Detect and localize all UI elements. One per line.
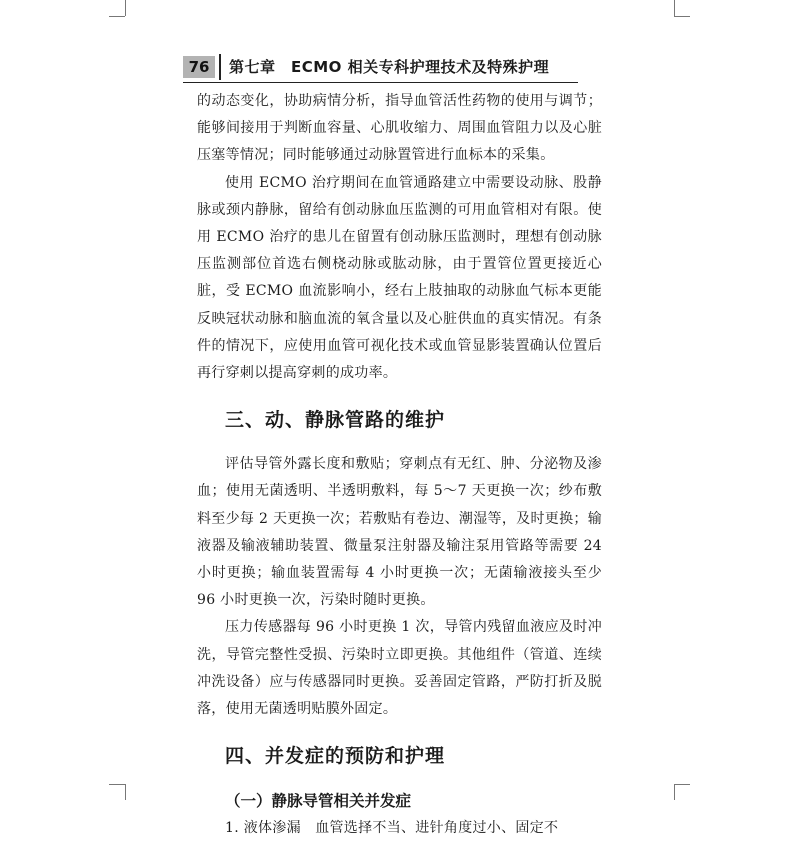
crop-mark-bottom-left-h [109, 784, 125, 785]
paragraph-continued: 的动态变化，协助病情分析，指导血管活性药物的使用与调节；能够间接用于判断血容量、心肌收缩力、周围血管阻力以及心脏压塞等情况；同时能够通过动脉置管进行血标本的采集。 [197, 93, 602, 164]
crop-mark-top-left [125, 0, 126, 16]
crop-mark-top-right [674, 0, 675, 16]
crop-mark-bottom-right-h [674, 784, 690, 785]
section-heading-line-maintenance: 三、动、静脉管路的维护 [225, 409, 446, 432]
subsection-heading-venous-catheter: （一）静脉导管相关并发症 [225, 792, 412, 811]
list-item-fluid-leakage: 1. 液体渗漏 血管选择不当、进针角度过小、固定不 [225, 820, 559, 837]
section-heading-complications: 四、并发症的预防和护理 [225, 745, 446, 768]
paragraph-pressure-transducer: 压力传感器每 96 小时更换 1 次，导管内残留血液应及时冲洗，导管完整性受损、污染时立即更换。其他组件（管道、连续冲洗设备）应与传感器同时更换。妥善固定管路，严防打折及脱落，使用无菌透明贴膜外固定。 [197, 619, 602, 718]
header-separator [219, 54, 221, 80]
crop-mark-bottom-right [674, 784, 675, 800]
crop-mark-top-left-h [109, 16, 125, 17]
paragraph-ecmo-access: 使用 ECMO 治疗期间在血管通路建立中需要设动脉、股静脉或颈内静脉，留给有创动脉血压监测的可用血管相对有限。使用 ECMO 治疗的患儿在留置有创动脉压监测时，理想有创动脉压监测部位首选右侧桡动脉或肱动脉，由于置管位置更接近心脏，受 ECMO 血流影响小，经右上肢抽取的动脉血气标本更能反映冠状动脉和脑血流的氧含量以及心脏供血的真实情况。有条件的情况下，应使用血管可视化技术或血管显影装置确认位置后再行穿刺以提高穿刺的成功率。 [197, 174, 602, 382]
page-number: 76 [183, 56, 215, 78]
paragraph-dressing-care: 评估导管外露长度和敷贴；穿刺点有无红、肿、分泌物及渗血；使用无菌透明、半透明敷料，每 5～7 天更换一次；纱布敷料至少每 2 天更换一次；若敷贴有卷边、潮湿等，及时更换；输液器及输液辅助装置、微量泵注射器及输注泵用管路等需要 24 小时更换；输血装置需每 4 小时更换一次；无菌输液接头至少 96 小时更换一次，污染时随时更换。 [197, 456, 602, 609]
running-header [183, 50, 578, 83]
page-body [197, 88, 602, 842]
chapter-title: 第七章 ECMO 相关专科护理技术及特殊护理 [229, 58, 550, 76]
crop-mark-top-right-h [674, 16, 690, 17]
crop-mark-bottom-left [125, 784, 126, 800]
